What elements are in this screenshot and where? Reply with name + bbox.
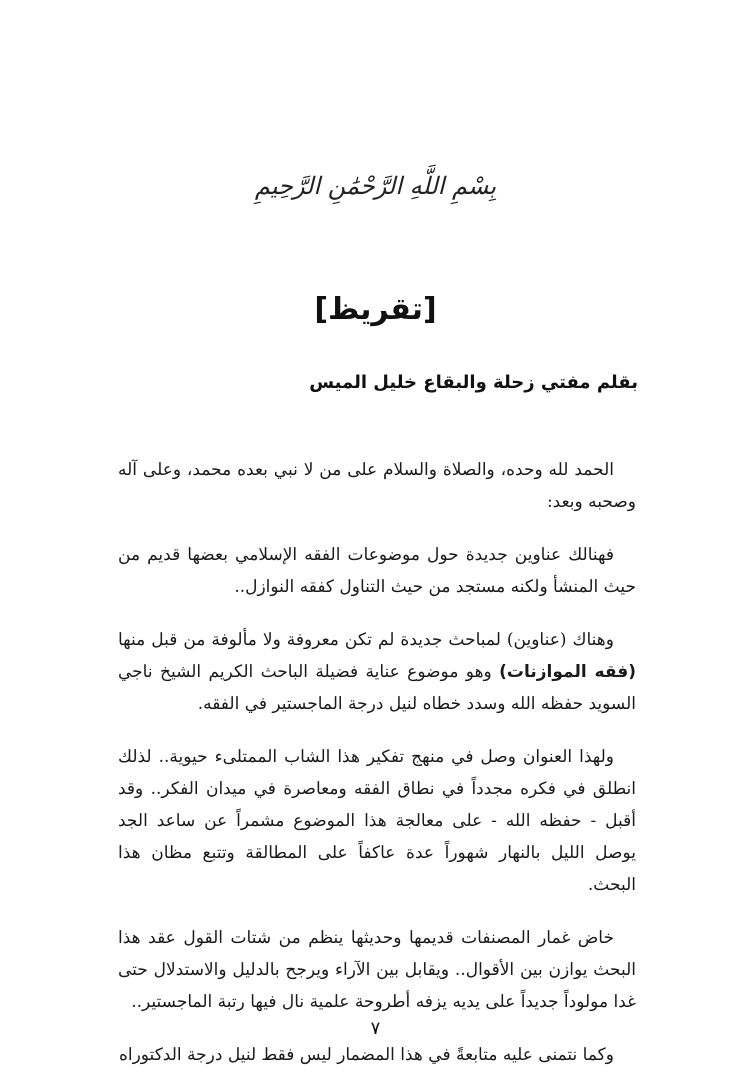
paragraph: خاض غمار المصنفات قديمها وحديثها ينظم من شتات القول عقد هذا البحث يوازن بين الأقوال.. ويقابل بين الآراء ويرجح بالدليل والاستدلال حتى غدا مولوداً جديداً على يديه يزفه أطروحة علمية نال فيها رتبة الماجستير.. (118, 928, 636, 1012)
page-title: [تقريظ] (314, 292, 437, 327)
author-byline: بقلم مفتي زحلة والبقاع خليل الميس (309, 372, 638, 393)
paragraph: الحمد لله وحده، والصلاة والسلام على من لا نبي بعده محمد، وعلى آله وصحبه وبعد: (118, 460, 636, 512)
paragraph: وكما نتمنى عليه متابعةً في هذا المضمار ليس فقط لنيل درجة الدكتوراه (118, 1045, 614, 1065)
bold-term: (فقه الموازنات) (499, 662, 636, 682)
basmala: بِسْمِ اللَّهِ الرَّحْمَٰنِ الرَّحِيمِ (254, 172, 497, 200)
paragraph: فهنالك عناوين جديدة حول موضوعات الفقه الإسلامي بعضها قديم من حيث المنشأ ولكنه مستجد من حيث التناول كفقه النوازل.. (118, 545, 636, 597)
paragraph (118, 624, 636, 720)
page-number: ٧ (370, 1018, 381, 1039)
body-text (118, 454, 636, 1092)
paragraph-text: وهناك (عناوين) لمباحث جديدة لم تكن معروفة ولا مألوفة من قبل منها (118, 630, 614, 650)
paragraph: ولهذا العنوان وصل في منهج تفكير هذا الشاب الممتلىء حيوية.. لذلك انطلق في فكره مجدداً في نطاق الفقه ومعاصرة في ميدان الفكر.. وقد أقبل - حفظه الله - على معالجة هذا الموضوع مشمراً عن ساعد الجد يوصل الليل بالنهار شهوراً عدة عاكفاً على المطالقة وتتبع مظان هذا البحث. (118, 747, 636, 895)
paragraph-text: وهو موضوع عناية فضيلة الباحث الكريم الشيخ ناجي السويد حفظه الله وسدد خطاه لنيل درجة الماجستير في الفقه. (118, 662, 636, 714)
